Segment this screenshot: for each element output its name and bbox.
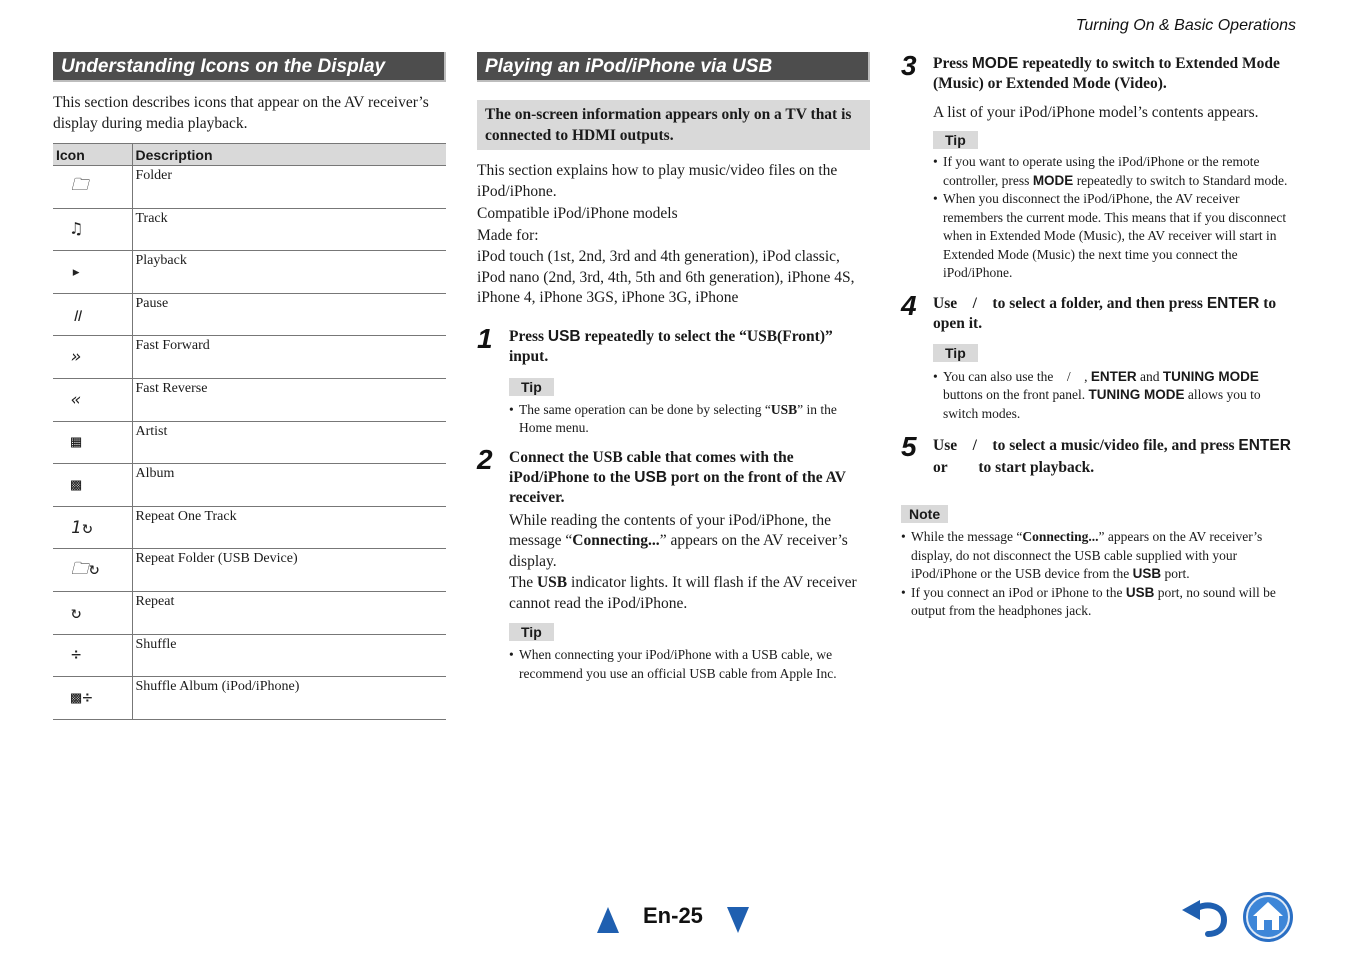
table-row — [53, 677, 446, 720]
triangle-down-icon[interactable] — [727, 907, 749, 933]
back-arrow-icon[interactable] — [1180, 896, 1230, 938]
description-cell: Fast Reverse — [132, 378, 446, 421]
page-navigation — [597, 903, 752, 935]
description-cell: Shuffle Album (iPod/iPhone) — [132, 677, 446, 720]
table-row — [53, 634, 446, 677]
page-number: En-25 — [643, 903, 703, 928]
column-header-description: Description — [132, 144, 446, 166]
section-heading-ipod: Playing an iPod/iPhone via USB — [477, 52, 870, 82]
step-title: Use / to select a music/video file, and press ENTER or to start playback. — [933, 437, 1295, 476]
playback-icon: ▸ — [71, 261, 83, 282]
icon-cell — [53, 293, 132, 336]
table-row — [53, 166, 446, 209]
tip-label: Tip — [933, 131, 978, 149]
note-list — [901, 528, 1295, 621]
step-number: 2 — [477, 443, 493, 475]
table-row — [53, 293, 446, 336]
tip-label: Tip — [509, 378, 554, 396]
description-cell: Album — [132, 464, 446, 507]
compat-label: Compatible iPod/iPhone models — [477, 205, 678, 222]
fast-forward-icon: » — [71, 347, 83, 368]
step-number: 4 — [901, 289, 917, 321]
step-1 — [477, 322, 870, 438]
icons-section — [53, 52, 446, 720]
column-header-icon: Icon — [53, 144, 132, 166]
connecting-message: While reading the contents of your iPod/iPhone, the message “Connecting...” appears on the AV receiver’s display. — [509, 511, 848, 570]
tip-list — [509, 646, 870, 683]
tip-label: Tip — [509, 623, 554, 641]
icon-cell — [53, 208, 132, 251]
step-body: A list of your iPod/iPhone model’s contents appears. — [933, 104, 1259, 121]
description-cell: Playback — [132, 251, 446, 294]
icon-cell — [53, 549, 132, 592]
steps-continued — [901, 52, 1295, 621]
icon-cell — [53, 166, 132, 209]
album-icon: ▩ — [71, 474, 83, 495]
description-cell: Shuffle — [132, 634, 446, 677]
section-heading-icons: Understanding Icons on the Display — [53, 52, 446, 82]
description-cell: Pause — [132, 293, 446, 336]
repeat-icon: ↻ — [71, 602, 83, 623]
home-icon[interactable] — [1242, 891, 1294, 943]
table-row — [53, 208, 446, 251]
icon-cell — [53, 251, 132, 294]
icon-cell — [53, 634, 132, 677]
step-title: Press USB repeatedly to select the “USB(Front)” input. — [509, 327, 833, 365]
description-cell: Fast Forward — [132, 336, 446, 379]
step-2 — [477, 443, 870, 684]
step-number: 3 — [901, 50, 917, 81]
table-row — [53, 549, 446, 592]
icon-cell — [53, 464, 132, 507]
hdmi-notice: The on-screen information appears only on a TV that is connected to HDMI outputs. — [477, 100, 870, 150]
folder-icon: 🗀 — [71, 175, 89, 196]
repeat-one-track-icon: 1↻ — [71, 517, 94, 538]
icons-intro: This section describes icons that appear on the AV receiver’s display during media playback. — [53, 94, 429, 132]
table-row — [53, 591, 446, 634]
made-for-label: Made for: — [477, 227, 539, 244]
description-cell: Artist — [132, 421, 446, 464]
step-3 — [901, 50, 1295, 283]
step-4 — [901, 289, 1295, 424]
icon-cell — [53, 421, 132, 464]
step-5 — [901, 431, 1295, 479]
tip-item: • When you disconnect the iPod/iPhone, the AV receiver remembers the current mode. This means that if you disconnect when in Extended Mode (Music), the AV receiver will start in Extended Mode (Music) the next time you connect the iPod/iPhone. — [933, 190, 1295, 283]
artist-icon: ▦ — [71, 432, 83, 453]
table-row — [53, 336, 446, 379]
tip-list — [933, 368, 1295, 424]
tip-item: • When connecting your iPod/iPhone with a USB cable, we recommend you use an official USB cable from Apple Inc. — [509, 646, 870, 683]
description-cell: Repeat — [132, 591, 446, 634]
table-row — [53, 464, 446, 507]
fast-reverse-icon: « — [71, 389, 83, 410]
key-mode: MODE — [971, 55, 1019, 72]
step-title: Press MODE repeatedly to switch to Extended Mode (Music) or Extended Mode (Video). — [933, 55, 1280, 92]
table-header-row — [53, 144, 446, 166]
tip-list — [509, 401, 870, 438]
track-icon: ♫ — [71, 219, 83, 240]
pause-icon: ॥ — [71, 306, 83, 327]
icon-cell — [53, 378, 132, 421]
step-title: Connect the USB cable that comes with the iPod/iPhone to the USB port on the front of the AV receiver. — [509, 448, 846, 506]
key-enter: ENTER — [1206, 294, 1260, 312]
table-row — [53, 506, 446, 549]
icon-cell — [53, 506, 132, 549]
tip-item: • The same operation can be done by selecting “USB” in the Home menu. — [509, 401, 870, 438]
step-number: 1 — [477, 322, 493, 354]
step-title: Use / to select a folder, and then press ENTER to open it. — [933, 294, 1281, 332]
description-cell: Track — [132, 208, 446, 251]
icon-cell — [53, 591, 132, 634]
tip-item: • If you want to operate using the iPod/iPhone or the remote controller, press MODE repeatedly to switch to Standard mode. — [933, 153, 1295, 190]
key-usb: USB — [634, 468, 668, 486]
triangle-up-icon[interactable] — [597, 907, 619, 933]
table-row — [53, 378, 446, 421]
tip-item: • You can also use the / , ENTER and TUNING MODE buttons on the front panel. TUNING MODE allows you to switch modes. — [933, 368, 1295, 424]
description-cell: Repeat Folder (USB Device) — [132, 549, 446, 592]
description-cell: Repeat One Track — [132, 506, 446, 549]
key-usb: USB — [547, 327, 581, 345]
icon-cell — [53, 336, 132, 379]
key-enter: ENTER — [1238, 437, 1291, 454]
note-item: • If you connect an iPod or iPhone to the USB port, no sound will be output from the headphones jack. — [901, 584, 1295, 621]
shuffle-album-icon: ▩÷ — [71, 687, 94, 708]
icons-table — [53, 143, 446, 720]
table-row — [53, 421, 446, 464]
running-header: Turning On & Basic Operations — [1075, 17, 1296, 34]
description-cell: Folder — [132, 166, 446, 209]
table-row — [53, 251, 446, 294]
repeat-folder-icon: 🗀↻ — [71, 558, 101, 579]
ipod-intro: This section explains how to play music/video files on the iPod/iPhone. — [477, 162, 838, 200]
tip-list — [933, 153, 1295, 283]
note-item: • While the message “Connecting...” appears on the AV receiver’s display, do not disconnect the USB cable supplied with your iPod/iPhone or the USB device from the USB port. — [901, 528, 1295, 584]
ipod-usb-section — [477, 52, 870, 683]
compatible-models: iPod touch (1st, 2nd, 3rd and 4th generation), iPod classic, iPod nano (2nd, 3rd, 4th, 5th and 6th generation), iPhone 4S, iPhone 4, iPhone 3GS, iPhone 3G, iPhone — [477, 248, 855, 306]
tip-label: Tip — [933, 344, 978, 362]
usb-indicator-text: The USB indicator lights. It will flash if the AV receiver cannot read the iPod/iPhone. — [509, 574, 857, 612]
step-number: 5 — [901, 431, 917, 462]
shuffle-icon: ÷ — [71, 645, 83, 666]
note-label: Note — [901, 505, 948, 523]
icon-cell — [53, 677, 132, 720]
